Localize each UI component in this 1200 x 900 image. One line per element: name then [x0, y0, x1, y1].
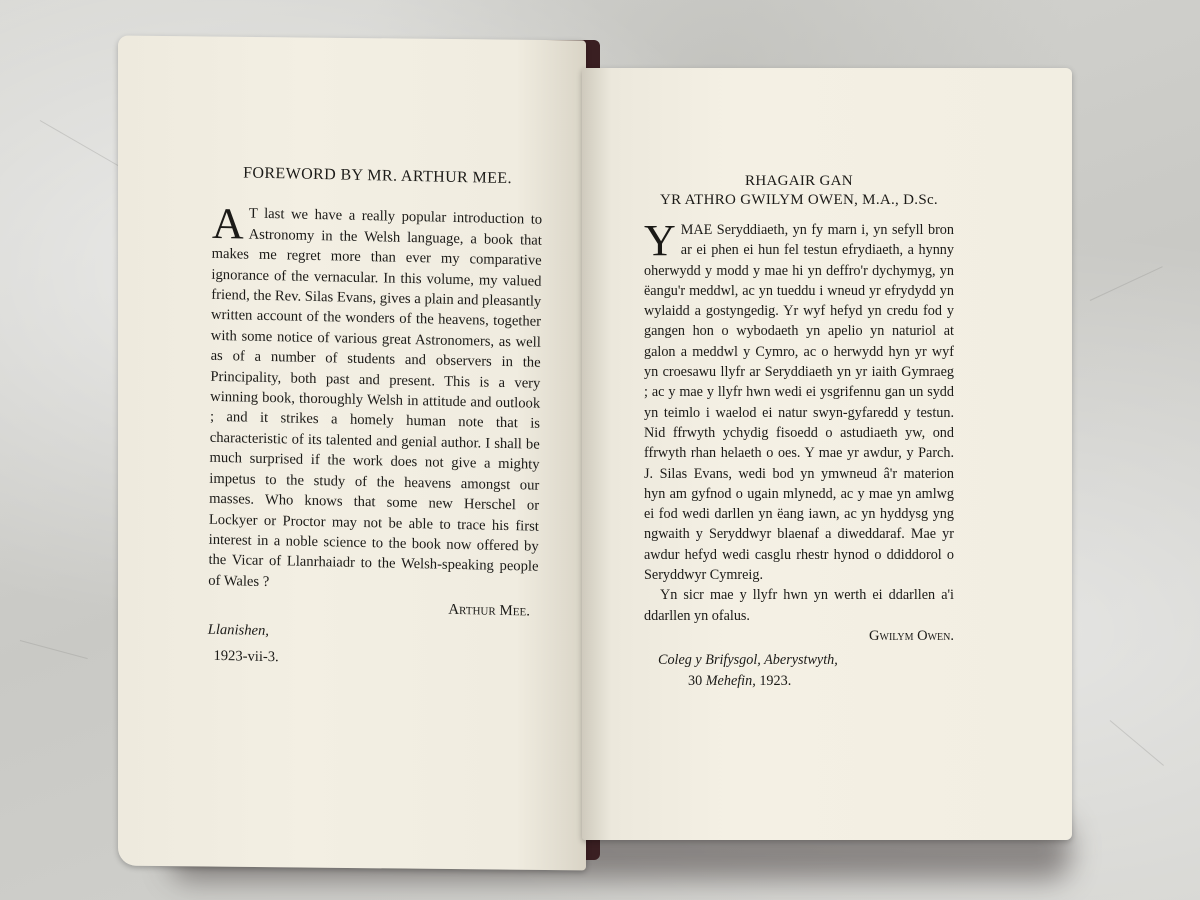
- rhagair-heading-line2: YR ATHRO GWILYM OWEN, M.A., D.Sc.: [660, 192, 938, 208]
- foreword-place: Llanishen,: [207, 621, 270, 639]
- marble-vein: [1110, 720, 1164, 766]
- rhagair-paragraph-2: Yn sicr mae y llyfr hwn yn werth ei ddarllen a'i ddarllen yn ofalus.: [644, 587, 954, 624]
- rhagair-date-year: 1923.: [759, 672, 792, 689]
- foreword-welsh: [644, 172, 954, 691]
- rhagair-date-day: 30: [688, 672, 703, 689]
- rhagair-date-month: Mehefin,: [705, 672, 756, 689]
- rhagair-signature: Gwilym Owen.: [869, 627, 954, 644]
- foreword-heading: FOREWORD BY MR. ARTHUR MEE.: [243, 164, 513, 188]
- foreword-english: [207, 163, 542, 673]
- rhagair-date: [688, 671, 954, 691]
- rhagair-paragraph: [644, 216, 954, 585]
- marble-vein: [40, 120, 118, 166]
- marble-vein: [20, 640, 88, 659]
- foreword-signature: Arthur Mee.: [448, 601, 531, 620]
- foreword-paragraph: [208, 199, 543, 598]
- rhagair-place: Coleg y Brifysgol, Aberystwyth,: [658, 652, 838, 669]
- drop-cap: A: [211, 199, 245, 249]
- rhagair-heading-line1: RHAGAIR GAN: [745, 173, 853, 189]
- marble-vein: [1090, 266, 1163, 301]
- foreword-date: 1923-vii-3.: [213, 647, 279, 666]
- foreword-body: T last we have a really popular introduction to Astronomy in the Welsh language, a book that makes me regret more than ever my comparative ignorance of the vernacular. In this volume, my valued friend, the Rev. Silas Evans, gives a plain and pleasantly written account of the wonders of the heavens, together with some notice of various great Astronomers, as well as of a number of students and observers in the Principality, both past and present. This is a very winning book, thoroughly Welsh in attitude and outlook ; and it strikes a homely human note that is characteristic of its talented and genial author. I shall be much surprised if the work does not give a mighty impetus to the study of the heavens amongst our masses. Who knows that some new Herschel or Lockyer or Proctor may not be able to trace his first interest in a noble science to the book now offered by the Vicar of Llanrhaiadr to the Welsh-speaking people of Wales ?: [208, 205, 543, 590]
- drop-cap: Y: [644, 216, 676, 265]
- rhagair-body: MAE Seryddiaeth, yn fy marn i, yn sefyll bron ar ei phen ei hun fel testun efrydiaeth, a hynny oherwydd y modd y mae hi yn deffro'r dychymyg, yn ëangu'r meddwl, ac yn tueddu i wneud yr efrydydd yn wylaidd a gostyngedig. Yr wyf hefyd yn credu fod y gangen hon o wybodaeth yn apelio yn naturiol at galon a meddwl y Cymro, ac o herwydd hyn yr wyf yn croesawu llyfr ar Seryddiaeth yn yr iaith Gymraeg ; ac y mae y llyfr hwn wedi ei ysgrifennu gan un sydd yn teimlo i waelod ei natur swyn-gyfaredd y testun. Nid ffrwyth ychydig fisoedd o astudiaeth yw, ond ffrwyth rhan helaeth o oes. Y mae yr awdur, y Parch. J. Silas Evans, wedi bod yn ymwneud â'r materion hyn am gyfnod o ugain mlynedd, ac y mae yn amlwg ei fod wedi darllen yn ëang iawn, ac yn hyddysg yng ngwaith y Seryddwyr blaenaf a diweddaraf. Mae yr awdur hefyd wedi casglu rhestr hynod o ddiddorol o Seryddwyr Cymreig.: [644, 222, 954, 584]
- left-page: [118, 36, 586, 871]
- right-page: [582, 68, 1072, 840]
- rhagair-heading: [644, 172, 954, 210]
